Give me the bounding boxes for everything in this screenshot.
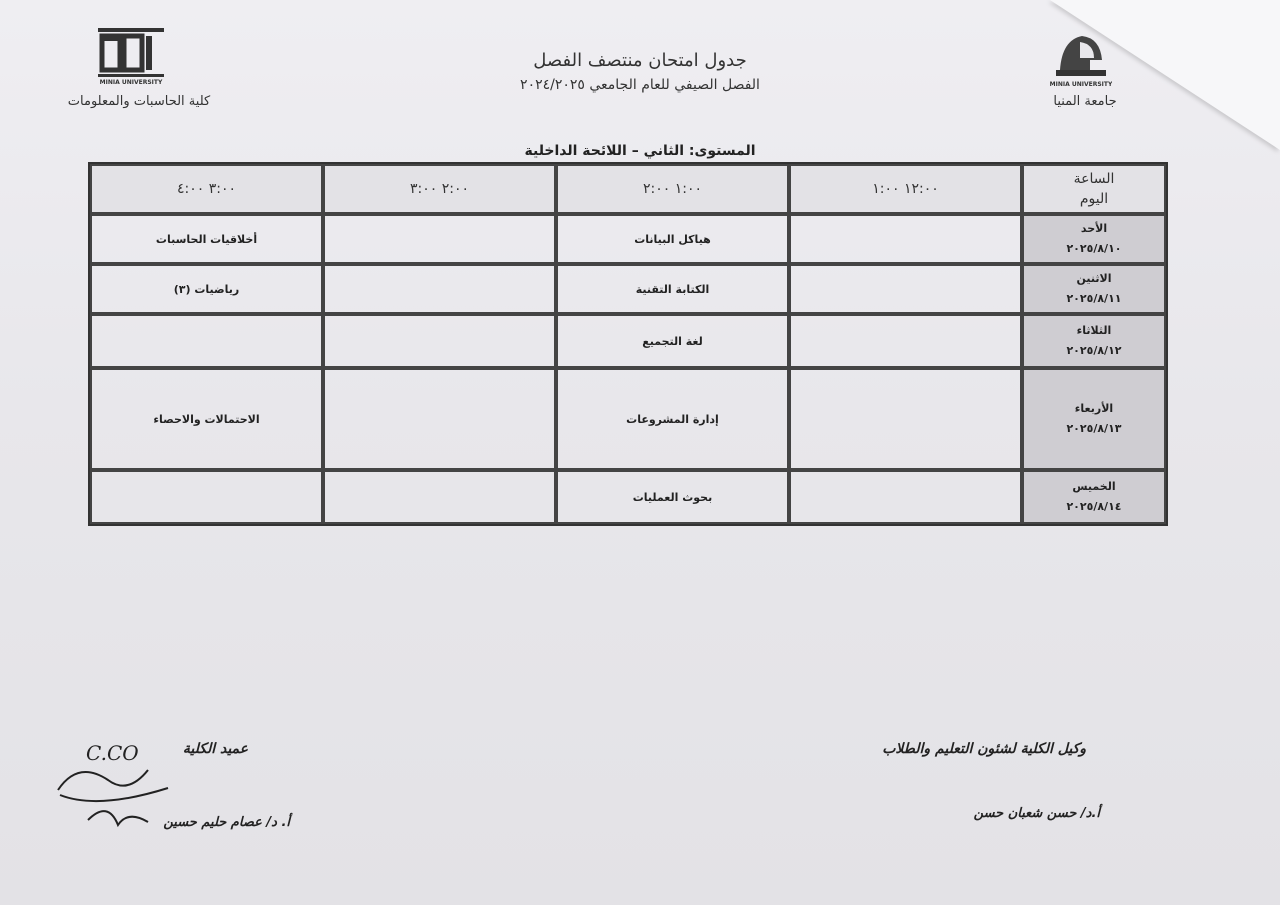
table-row xyxy=(90,214,1166,264)
day-cell xyxy=(1022,470,1166,524)
exam-cell xyxy=(323,470,556,524)
exam-cell xyxy=(323,214,556,264)
exam-cell: الكتابة التقنية xyxy=(556,264,789,314)
vice-dean-name: أ.د/ حسن شعبان حسن xyxy=(973,806,1100,821)
day-name: الأحد xyxy=(1080,222,1108,235)
page-subtitle: الفصل الصيفي للعام الجامعي ٢٠٢٤/٢٠٢٥ xyxy=(520,77,760,93)
corner-hour-label: الساعة xyxy=(1073,171,1115,187)
table-row xyxy=(90,264,1166,314)
university-logo-icon xyxy=(1050,30,1112,90)
exam-schedule-table xyxy=(88,162,1168,526)
time-slot-header: ٢:٠٠ ٣:٠٠ xyxy=(323,164,556,214)
handwritten-note: C.CO xyxy=(86,741,139,765)
exam-cell: هياكل البيانات xyxy=(556,214,789,264)
table-row xyxy=(90,314,1166,368)
dean-title: عميد الكلية xyxy=(182,741,248,757)
exam-cell: رياضيات (٣) xyxy=(90,264,323,314)
vice-dean-title: وكيل الكلية لشئون التعليم والطلاب xyxy=(882,741,1086,757)
exam-cell xyxy=(789,214,1022,264)
day-cell xyxy=(1022,314,1166,368)
fci-logo-icon xyxy=(96,28,166,86)
uni-logo-subtext: MINIA UNIVERSITY xyxy=(1050,81,1112,88)
exam-cell: إدارة المشروعات xyxy=(556,368,789,470)
day-date: ٢٠٢٥/٨/١٠ xyxy=(1066,242,1122,255)
day-cell xyxy=(1022,264,1166,314)
day-name: الخميس xyxy=(1072,480,1116,493)
time-slot-header: ٣:٠٠ ٤:٠٠ xyxy=(90,164,323,214)
day-name: الاثنين xyxy=(1076,272,1112,285)
time-slot-header: ١:٠٠ ٢:٠٠ xyxy=(556,164,789,214)
exam-cell xyxy=(323,264,556,314)
time-slot-header: ١٢:٠٠ ١:٠٠ xyxy=(789,164,1022,214)
exam-cell xyxy=(323,314,556,368)
exam-cell xyxy=(90,314,323,368)
exam-cell xyxy=(323,368,556,470)
day-name: الأربعاء xyxy=(1074,402,1114,415)
day-date: ٢٠٢٥/٨/١١ xyxy=(1066,292,1122,305)
exam-cell: أخلاقيات الحاسبات xyxy=(90,214,323,264)
day-date: ٢٠٢٥/٨/١٤ xyxy=(1066,500,1122,513)
exam-cell xyxy=(789,314,1022,368)
exam-cell xyxy=(789,470,1022,524)
fci-logo-subtext: MINIA UNIVERSITY xyxy=(99,79,163,86)
table-header-row xyxy=(90,164,1166,214)
level-label: المستوى: الثاني – اللائحة الداخلية xyxy=(524,143,756,159)
exam-cell: لغة التجميع xyxy=(556,314,789,368)
day-date: ٢٠٢٥/٨/١٣ xyxy=(1066,422,1122,435)
exam-cell xyxy=(90,470,323,524)
day-cell xyxy=(1022,368,1166,470)
exam-cell xyxy=(789,368,1022,470)
dean-name: أ. د/ عصام حليم حسين xyxy=(163,815,290,830)
college-name: كلية الحاسبات والمعلومات xyxy=(67,94,211,109)
exam-cell xyxy=(789,264,1022,314)
day-name: الثلاثاء xyxy=(1076,324,1112,337)
exam-cell: الاحتمالات والاحصاء xyxy=(90,368,323,470)
university-name: جامعة المنيا xyxy=(1053,94,1117,109)
day-cell xyxy=(1022,214,1166,264)
page-title: جدول امتحان منتصف الفصل xyxy=(533,50,747,71)
exam-cell: بحوث العمليات xyxy=(556,470,789,524)
corner-day-label: اليوم xyxy=(1079,191,1109,207)
day-date: ٢٠٢٥/٨/١٢ xyxy=(1066,344,1122,357)
corner-cell xyxy=(1022,164,1166,214)
table-row xyxy=(90,368,1166,470)
table-row xyxy=(90,470,1166,524)
